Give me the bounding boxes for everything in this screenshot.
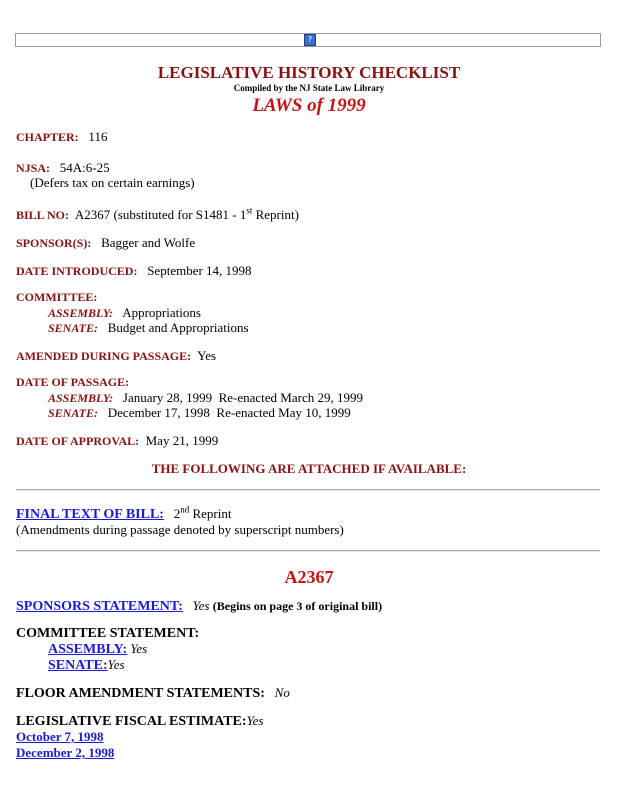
chapter-value: 116 xyxy=(88,129,108,144)
bill-no-label: BILL NO: xyxy=(16,208,70,222)
fiscal-link-2-row xyxy=(16,745,114,761)
sponsors-statement-row xyxy=(16,598,382,615)
cs-assembly-row xyxy=(48,641,147,658)
date-of-approval-value: May 21, 1999 xyxy=(145,433,219,448)
passage-assembly-row xyxy=(48,390,363,406)
fiscal-estimate-value: Yes xyxy=(246,713,264,728)
bill-no-sup: st xyxy=(246,205,253,216)
passage-senate-row xyxy=(48,405,351,421)
divider-1 xyxy=(16,489,600,491)
divider-2 xyxy=(16,550,600,552)
passage-assembly-label: ASSEMBLY: xyxy=(48,391,114,405)
passage-senate-label: SENATE: xyxy=(48,406,99,420)
cs-assembly-link[interactable]: ASSEMBLY: xyxy=(48,642,128,657)
cs-senate-value: Yes xyxy=(107,657,125,672)
bill-no-value-pre: A2367 (substituted for S1481 - 1 xyxy=(74,207,247,222)
fiscal-link-1-row xyxy=(16,729,104,745)
amended-row xyxy=(16,348,216,364)
chapter-label: CHAPTER: xyxy=(16,130,79,144)
cs-assembly-value: Yes xyxy=(130,641,148,656)
passage-senate-value: December 17, 1998 Re-enacted May 10, 1999 xyxy=(107,405,351,420)
final-text-note: (Amendments during passage denoted by superscript numbers) xyxy=(16,522,344,537)
committee-senate-row xyxy=(48,320,249,336)
date-introduced-row xyxy=(16,263,252,279)
sponsors-statement-note: (Begins on page 3 of original bill) xyxy=(212,599,383,613)
fiscal-estimate-label: LEGISLATIVE FISCAL ESTIMATE: xyxy=(16,714,247,729)
floor-amendment-row xyxy=(16,685,290,702)
bill-no-row xyxy=(16,207,299,223)
cs-senate-link[interactable]: SENATE: xyxy=(48,658,108,673)
committee-assembly-value: Appropriations xyxy=(122,305,201,320)
date-of-passage-label: DATE OF PASSAGE: xyxy=(16,375,130,389)
fiscal-estimate-link-oct[interactable]: October 7, 1998 xyxy=(16,729,104,744)
final-text-value-pre: 2 xyxy=(173,506,181,521)
passage-assembly-value: January 28, 1999 Re-enacted March 29, 1999 xyxy=(122,390,363,405)
fiscal-estimate-link-dec[interactable]: December 2, 1998 xyxy=(16,745,115,760)
date-introduced-value: September 14, 1998 xyxy=(147,263,252,278)
final-text-row xyxy=(16,506,231,523)
committee-assembly-row xyxy=(48,305,201,321)
njsa-value: 54A:6-25 xyxy=(59,160,110,175)
final-text-value-post: Reprint xyxy=(189,506,232,521)
fiscal-estimate-row xyxy=(16,713,263,730)
amended-label: AMENDED DURING PASSAGE: xyxy=(16,349,192,363)
bill-heading: A2367 xyxy=(284,567,334,587)
committee-senate-value: Budget and Appropriations xyxy=(107,320,249,335)
question-mark-icon[interactable]: ? xyxy=(304,34,316,46)
sponsors-value: Bagger and Wolfe xyxy=(101,235,196,250)
floor-amendment-value: No xyxy=(274,685,290,700)
committee-statement-label: COMMITTEE STATEMENT: xyxy=(16,626,200,641)
attached-heading: THE FOLLOWING ARE ATTACHED IF AVAILABLE: xyxy=(151,461,467,476)
cs-senate-row xyxy=(48,657,125,674)
compiled-by: Compiled by the NJ State Law Library xyxy=(233,83,385,93)
sponsors-statement-value: Yes xyxy=(192,598,210,613)
sponsors-row xyxy=(16,235,195,251)
top-toolbar-frame xyxy=(15,33,601,47)
njsa-row xyxy=(16,160,110,176)
committee-senate-label: SENATE: xyxy=(48,321,99,335)
sponsors-label: SPONSOR(S): xyxy=(16,236,92,250)
date-of-approval-row xyxy=(16,433,218,449)
committee-label: COMMITTEE: xyxy=(16,290,98,304)
chapter-row xyxy=(16,129,107,145)
page-title: LEGISLATIVE HISTORY CHECKLIST xyxy=(157,63,461,82)
date-of-approval-label: DATE OF APPROVAL: xyxy=(16,434,140,448)
floor-amendment-label: FLOOR AMENDMENT STATEMENTS: xyxy=(16,686,265,701)
committee-assembly-label: ASSEMBLY: xyxy=(48,306,114,320)
sponsors-statement-link[interactable]: SPONSORS STATEMENT: xyxy=(16,599,183,614)
final-text-link[interactable]: FINAL TEXT OF BILL: xyxy=(16,507,164,522)
njsa-label: NJSA: xyxy=(16,161,51,175)
date-introduced-label: DATE INTRODUCED: xyxy=(16,264,138,278)
amended-value: Yes xyxy=(197,348,217,363)
final-text-sup: nd xyxy=(180,504,190,515)
bill-no-value-post: Reprint) xyxy=(252,207,299,222)
njsa-description: (Defers tax on certain earnings) xyxy=(30,175,195,190)
laws-of-year: LAWS of 1999 xyxy=(252,95,366,116)
